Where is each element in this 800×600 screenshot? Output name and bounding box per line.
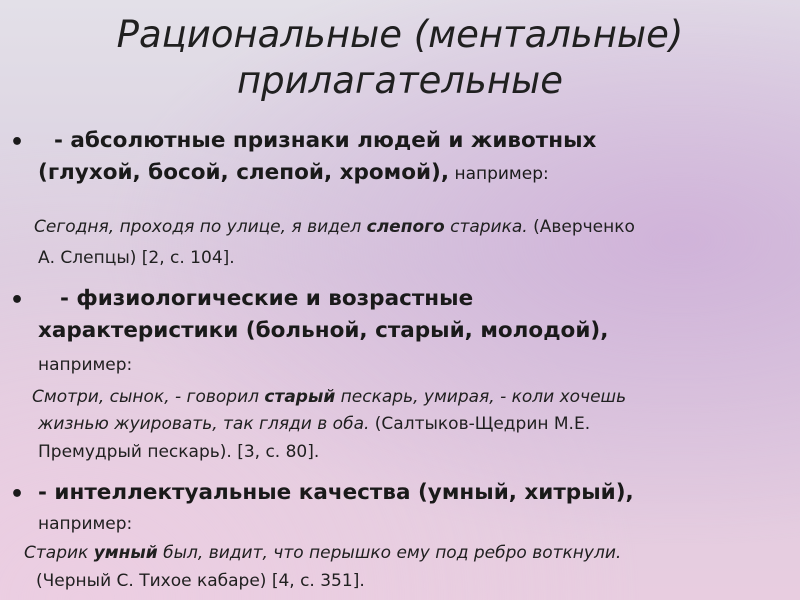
- example-2-line-1: [32, 383, 800, 411]
- example-3-line-1: [24, 539, 800, 567]
- bullet-dot: •: [10, 482, 25, 507]
- bullet-2-line-1: - физиологические и возрастные: [60, 286, 474, 311]
- example-1-line-2: А. Слепцы) [2, с. 104].: [38, 248, 235, 268]
- example-3-bold: умный: [93, 543, 158, 563]
- example-1-source: (Аверченко: [527, 217, 635, 237]
- example-3-line-2: (Черный С. Тихое кабаре) [4, с. 351].: [36, 571, 365, 591]
- bullet-2-cont: [10, 316, 790, 346]
- bullet-1-line-1: - абсолютные признаки людей и животных: [54, 128, 597, 153]
- example-1-bold: слепого: [366, 217, 445, 237]
- bullet-3: [10, 478, 790, 508]
- bullet-1-line-2: (глухой, босой, слепой, хромой),: [38, 160, 450, 185]
- slide-title: [0, 12, 800, 104]
- example-2-line-3: Премудрый пескарь). [3, с. 80].: [38, 442, 320, 462]
- bullet-1-suffix: например:: [449, 164, 549, 184]
- bullet-2: [10, 284, 790, 314]
- bullet-3-line-1: - интеллектуальные качества (умный, хитрый),: [38, 480, 634, 505]
- example-3-post: был, видит, что перышко ему под ребро воткнули.: [157, 543, 622, 563]
- example-1-post: старика.: [444, 217, 528, 237]
- title-line-2: прилагательные: [236, 59, 564, 102]
- title-line-1: Рациональные (ментальные): [116, 13, 684, 56]
- example-2-line-2: [38, 410, 800, 438]
- bullet-dot: •: [10, 288, 25, 313]
- example-1-pre: Сегодня, проходя по улице, я видел: [34, 217, 367, 237]
- example-1-line-1: [34, 213, 800, 241]
- example-2-pre: Смотри, сынок, - говорил: [32, 387, 265, 407]
- example-2-bold: старый: [264, 387, 336, 407]
- bullet-2-line-2: характеристики (больной, старый, молодой),: [38, 318, 609, 343]
- bullet-2-line-3: например:: [38, 355, 133, 375]
- example-2-line-2-source: (Салтыков-Щедрин М.Е.: [369, 414, 591, 434]
- example-3-pre: Старик: [24, 543, 94, 563]
- example-2-line-2-italic: жизнью жуировать, так гляди в оба.: [38, 414, 370, 434]
- bullet-3-line-2: например:: [38, 514, 133, 534]
- example-2-post: пескарь, умирая, - коли хочешь: [335, 387, 627, 407]
- bullet-1-cont: [10, 158, 790, 189]
- bullet-dot: •: [10, 130, 25, 155]
- bullet-1: [10, 126, 790, 156]
